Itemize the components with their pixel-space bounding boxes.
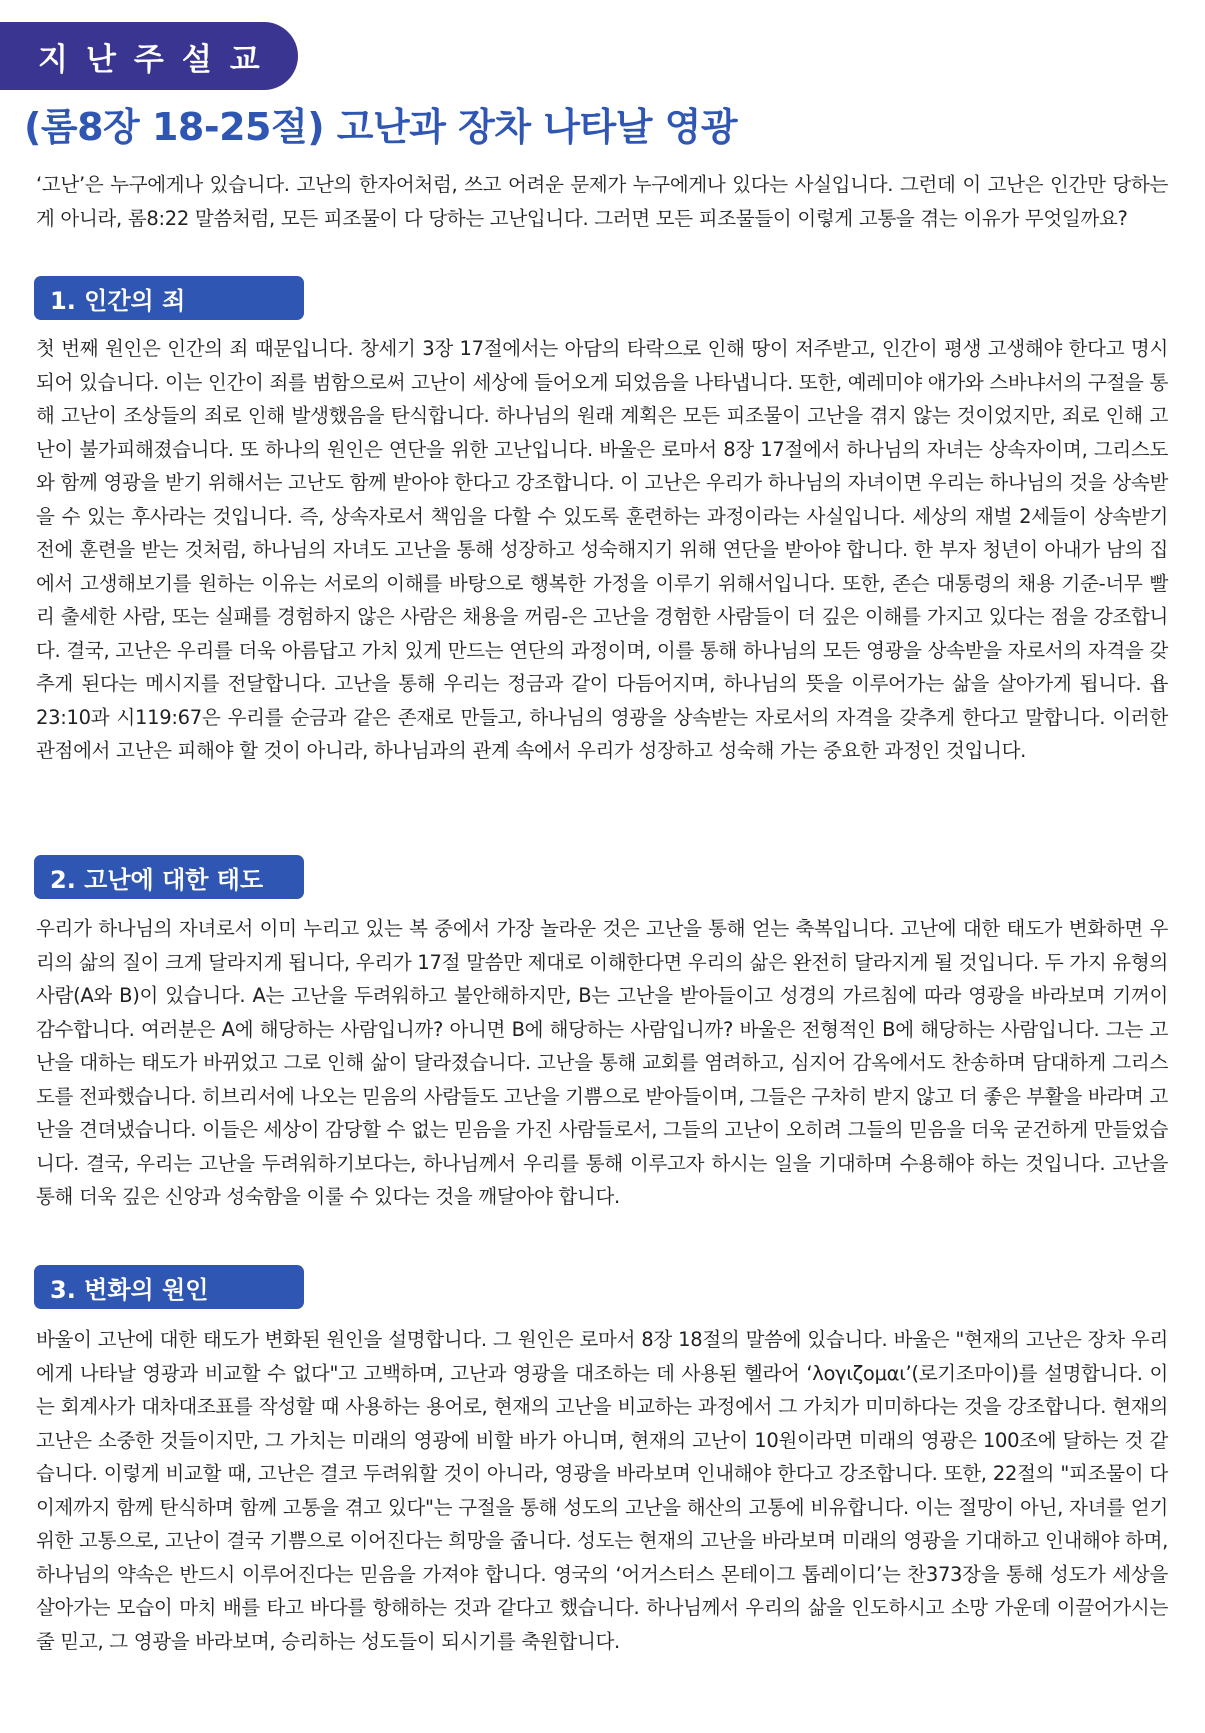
sermon-title: (롬8장 18-25절) 고난과 장차 나타날 영광 [24, 105, 738, 149]
section-body-2: 우리가 하나님의 자녀로서 이미 누리고 있는 복 중에서 가장 놀라운 것은 고난을 통해 얻는 축복입니다. 고난에 대한 태도가 변화하면 우리의 삶의 질이 크게 달라지게 됩니다, 우리가 17절 말씀만 제대로 이해한다면 우리의 삶은 완전히 달라지게 될 것입니다. 두 가지 유형의 사람(A와 B)이 있습니다. A는 고난을 두려워하고 불안해하지만, B는 고난을 받아들이고 성경의 가르침에 따라 영광을 바라보며 기꺼이 감수합니다. 여러분은 A에 해당하는 사람입니까? 아니면 B에 해당하는 사람입니까? 바울은 전형적인 B에 해당하는 사람입니다. 그는 고난을 대하는 태도가 바뀌었고 그로 인해 삶이 달라졌습니다. 고난을 통해 교회를 염려하고, 심지어 감옥에서도 찬송하며 담대하게 그리스도를 전파했습니다. 히브리서에 나오는 믿음의 사람들도 고난을 기쁨으로 받아들이며, 그들은 구차히 받지 않고 더 좋은 부활을 바라며 고난을 견뎌냈습니다. 이들은 세상이 감당할 수 없는 믿음을 가진 사람들로서, 그들의 고난이 오히려 그들의 믿음을 더욱 굳건하게 만들었습니다. 결국, 우리는 고난을 두려워하기보다는, 하나님께서 우리를 통해 이루고자 하시는 일을 기대하며 수용해야 하는 것입니다. 고난을 통해 더욱 깊은 신앙과 성숙함을 이룰 수 있다는 것을 깨달아야 합니다. [36, 917, 1168, 1208]
section-heading-1 [34, 276, 304, 320]
header-tab [0, 22, 298, 90]
section-heading-1-label: 1. 인간의 죄 [50, 286, 186, 315]
section-heading-2 [34, 855, 304, 899]
section-body-3: 바울이 고난에 대한 태도가 변화된 원인을 설명합니다. 그 원인은 로마서 8장 18절의 말씀에 있습니다. 바울은 "현재의 고난은 장차 우리에게 나타날 영광과 비교할 수 없다"고 고백하며, 고난과 영광을 대조하는 데 사용된 헬라어 ‘λογιζομαι’(로기조마이)를 설명합니다. 이는 회계사가 대차대조표를 작성할 때 사용하는 용어로, 현재의 고난을 비교하는 과정에서 그 가치가 미미하다는 것을 강조합니다. 현재의 고난은 소중한 것들이지만, 그 가치는 미래의 영광에 비할 바가 아니며, 현재의 고난이 10원이라면 미래의 영광은 100조에 달하는 것 같습니다. 이렇게 비교할 때, 고난은 결코 두려워할 것이 아니라, 영광을 바라보며 인내해야 한다고 강조합니다. 또한, 22절의 "피조물이 다 이제까지 함께 탄식하며 함께 고통을 겪고 있다"는 구절을 통해 성도의 고난을 해산의 고통에 비유합니다. 이는 절망이 아닌, 자녀를 얻기 위한 고통으로, 고난이 결국 기쁨으로 이어진다는 희망을 줍니다. 성도는 현재의 고난을 바라보며 미래의 영광을 기대하고 인내해야 하며, 하나님의 약속은 반드시 이루어진다는 믿음을 가져야 합니다. 영국의 ‘어거스터스 몬테이그 톱레이디’는 찬373장을 통해 성도가 세상을 살아가는 모습이 마치 배를 타고 바다를 항해하는 것과 같다고 했습니다. 하나님께서 우리의 삶을 인도하시고 소망 가운데 이끌어가시는 줄 믿고, 그 영광을 바라보며, 승리하는 성도들이 되시기를 축원합니다. [36, 1328, 1168, 1653]
header-tab-label: 지난주설교 [38, 41, 278, 78]
section-heading-2-label: 2. 고난에 대한 태도 [50, 865, 264, 894]
section-heading-3-label: 3. 변화의 원인 [50, 1275, 209, 1304]
section-body-1: 첫 번째 원인은 인간의 죄 때문입니다. 창세기 3장 17절에서는 아담의 타락으로 인해 땅이 저주받고, 인간이 평생 고생해야 한다고 명시되어 있습니다. 이는 인간이 죄를 범함으로써 고난이 세상에 들어오게 되었음을 나타냅니다. 또한, 예레미야 애가와 스바냐서의 구절을 통해 고난이 조상들의 죄로 인해 발생했음을 탄식합니다. 하나님의 원래 계획은 모든 피조물이 고난을 겪지 않는 것이었지만, 죄로 인해 고난이 불가피해졌습니다. 또 하나의 원인은 연단을 위한 고난입니다. 바울은 로마서 8장 17절에서 하나님의 자녀는 상속자이며, 그리스도와 함께 영광을 받기 위해서는 고난도 함께 받아야 한다고 강조합니다. 이 고난은 우리가 하나님의 자녀이면 우리는 하나님의 것을 상속받을 수 있는 후사라는 것입니다. 즉, 상속자로서 책임을 다할 수 있도록 훈련하는 과정이라는 사실입니다. 세상의 재벌 2세들이 상속받기 전에 훈련을 받는 것처럼, 하나님의 자녀도 고난을 통해 성장하고 성숙해지기 위해 연단을 받아야 합니다. 한 부자 청년이 아내가 남의 집에서 고생해보기를 원하는 이유는 서로의 이해를 바탕으로 행복한 가정을 이루기 위해서입니다. 또한, 존슨 대통령의 채용 기준-너무 빨리 출세한 사람, 또는 실패를 경험하지 않은 사람은 채용을 꺼림-은 고난을 경험한 사람들이 더 깊은 이해를 가지고 있다는 점을 강조합니다. 결국, 고난은 우리를 더욱 아름답고 가치 있게 만드는 연단의 과정이며, 이를 통해 하나님의 모든 영광을 상속받을 자로서의 자격을 갖추게 된다는 메시지를 전달합니다. 고난을 통해 우리는 정금과 같이 다듬어지며, 하나님의 뜻을 이루어가는 삶을 살아가게 됩니다. 욥 23:10과 시119:67은 우리를 순금과 같은 존재로 만들고, 하나님의 영광을 상속받는 자로서의 자격을 갖추게 한다고 말합니다. 이러한 관점에서 고난은 피해야 할 것이 아니라, 하나님과의 관계 속에서 우리가 성장하고 성숙해 가는 중요한 과정인 것입니다. [36, 337, 1168, 762]
intro-paragraph: ‘고난’은 누구에게나 있습니다. 고난의 한자어처럼, 쓰고 어려운 문제가 누구에게나 있다는 사실입니다. 그런데 이 고난은 인간만 당하는게 아니라, 롬8:22 말씀처럼, 모든 피조물이 다 당하는 고난입니다. 그러면 모든 피조물들이 이렇게 고통을 겪는 이유가 무엇일까요? [36, 173, 1168, 230]
section-heading-3 [34, 1265, 304, 1309]
